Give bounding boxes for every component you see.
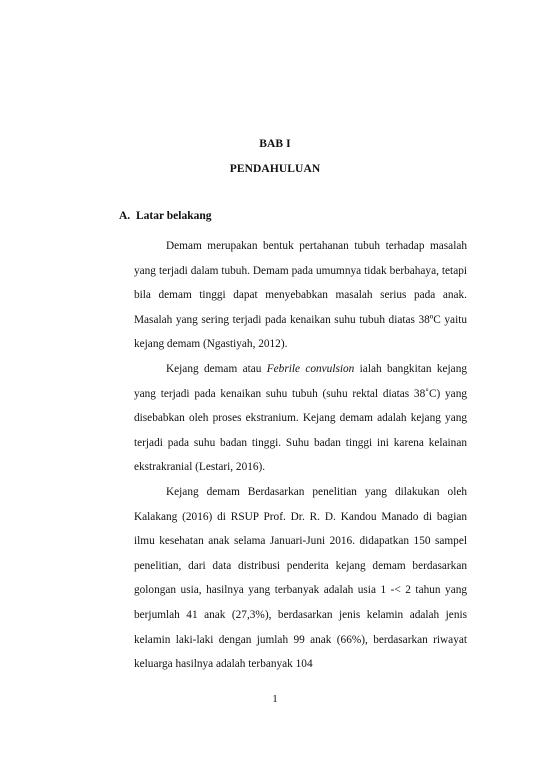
paragraph-2 <box>134 357 467 480</box>
paragraph-3: Kejang demam Berdasarkan penelitian yang dilakukan oleh Kalakang (2016) di RSUP Prof. Dr. R. D. Kandou Manado di bagian ilmu kesehatan anak selama Januari-Juni 2016. didapatkan 150 sampel penelitian, dari data distribusi penderita kejang demam berdasarkan golongan usia, hasilnya yang terbanyak adalah usia 1 -< 2 tahun yang berjumlah 41 anak (27,3%), berdasarkan jenis kelamin adalah jenis kelamin laki-laki dengan jumlah 99 anak (66%), berdasarkan riwayat keluarga hasilnya adalah terbanyak 104 <box>134 486 467 671</box>
chapter-label: BAB I <box>259 138 291 150</box>
section-heading <box>119 210 212 222</box>
paragraph-1: Demam merupakan bentuk pertahanan tubuh terhadap masalah yang terjadi dalam tubuh. Demam pada umumnya tidak berbahaya, tetapi bila demam tinggi dapat menyebabkan masalah serius pada anak. Masalah yang sering terjadi pada kenaikan suhu tubuh diatas 38ºC yaitu kejang demam (Ngastiyah, 2012). <box>134 240 467 351</box>
paragraph-2-text-a: Kejang demam atau <box>166 363 267 375</box>
paragraph-2-italic-term: Febrile convulsion <box>266 363 355 375</box>
section-title: Latar belakang <box>136 210 212 222</box>
chapter-title: PENDAHULUAN <box>229 163 321 175</box>
paragraph-2-text-b: ialah bangkitan kejang yang terjadi pada kenaikan suhu tubuh (suhu rektal diatas 38˚C) yang disebabkan oleh proses ekstranium. Kejang demam adalah kejang yang terjadi pada suhu badan tinggi. Suhu badan tinggi ini karena kelainan ekstrakranial (Lestari, 2016). <box>134 363 467 474</box>
page-number: 1 <box>272 693 278 705</box>
section-number: A. <box>119 210 131 222</box>
